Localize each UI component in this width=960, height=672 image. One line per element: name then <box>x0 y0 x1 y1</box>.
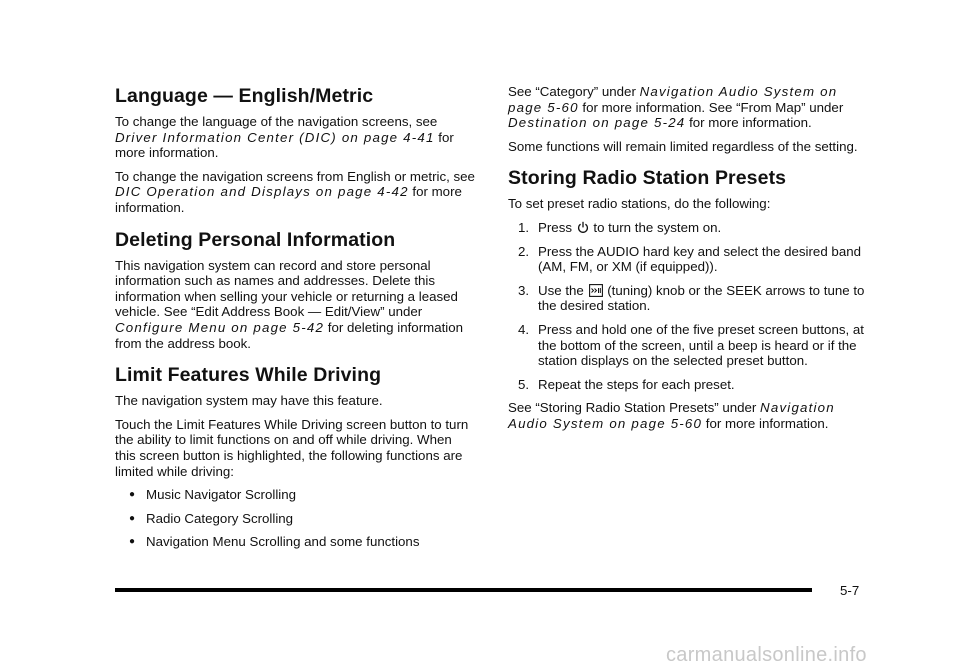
paragraph-presets-intro: To set preset radio stations, do the following: <box>508 196 771 212</box>
paragraph-presets-outro: See “Storing Radio Station Presets” under Navigation Audio System on page 5-60 for more information. <box>508 400 835 431</box>
paragraph-limit-2: Touch the Limit Features While Driving screen button to turn the ability to limit functions on and off while driving. When this screen button is highlighted, the following functions are limited while driving: <box>115 416 469 479</box>
cross-reference-link[interactable]: Navigation Audio System on page 5-60 <box>508 400 835 431</box>
list-item: ● Radio Category Scrolling <box>129 510 294 526</box>
list-item: ● Music Navigator Scrolling <box>129 487 297 503</box>
paragraph-language-2: To change the navigation screens from English or metric, see DIC Operation and Displays on page 4-42 for more information. <box>115 168 475 215</box>
list-item: 5. Repeat the steps for each preset. <box>518 376 735 392</box>
heading-limit-features: Limit Features While Driving <box>115 364 382 387</box>
tuning-icon <box>589 284 603 297</box>
bullet-icon: ● <box>129 489 136 501</box>
cross-reference-link[interactable]: Driver Information Center (DIC) on page 4-41 <box>115 129 435 145</box>
list-item: 3. Use the (tuning) knob or the SEEK arrows to tune to the desired station. <box>518 282 865 314</box>
preset-steps-list <box>508 220 870 392</box>
cross-reference-link[interactable]: Configure Menu on page 5-42 <box>115 319 325 335</box>
heading-language: Language — English/Metric <box>115 85 374 107</box>
right-column <box>508 84 870 440</box>
heading-deleting: Deleting Personal Information <box>115 228 396 251</box>
heading-storing-presets: Storing Radio Station Presets <box>508 167 787 190</box>
paragraph-limit-1: The navigation system may have this feature. <box>115 393 383 409</box>
left-column <box>115 84 475 558</box>
paragraph-language-1: To change the language of the navigation screens, see Driver Information Center (DIC) on page 4-41 for more information. <box>115 114 454 161</box>
list-item: 1. Press to turn the system on. <box>518 219 722 235</box>
watermark: carmanualsonline.info <box>666 644 867 666</box>
paragraph-limited-note: Some functions will remain limited regardless of the setting. <box>508 138 858 154</box>
power-icon <box>577 221 589 234</box>
limited-functions-list <box>115 487 475 550</box>
bullet-icon: ● <box>129 512 136 524</box>
footer-rule <box>115 588 812 592</box>
page-number: 5-7 <box>840 583 860 598</box>
bullet-icon: ● <box>129 536 136 548</box>
list-item: ● Navigation Menu Scrolling and some functions <box>129 534 420 550</box>
paragraph-category: See “Category” under Navigation Audio System on page 5-60 for more information. See “From Map” under Destination on page 5-24 for more information. <box>508 84 844 131</box>
list-item: 4. Press and hold one of the five preset screen buttons, at the bottom of the screen, until a beep is heard or if the station displays on the selected preset button. <box>518 321 864 369</box>
cross-reference-link[interactable]: Destination on page 5-24 <box>508 115 686 131</box>
paragraph-deleting: This navigation system can record and store personal information such as names and addresses. Delete this information when selling your vehicle or returning a leased vehicle. See “Edit Address Book — Edit/View” under Configure Menu on page 5-42 for deleting information from the address book. <box>115 257 464 351</box>
cross-reference-link[interactable]: DIC Operation and Displays on page 4-42 <box>115 184 409 200</box>
list-item: 2. Press the AUDIO hard key and select the desired band (AM, FM, or XM (if equipped)). <box>518 243 862 275</box>
cross-reference-link[interactable]: Navigation Audio System on page 5-60 <box>508 84 838 115</box>
